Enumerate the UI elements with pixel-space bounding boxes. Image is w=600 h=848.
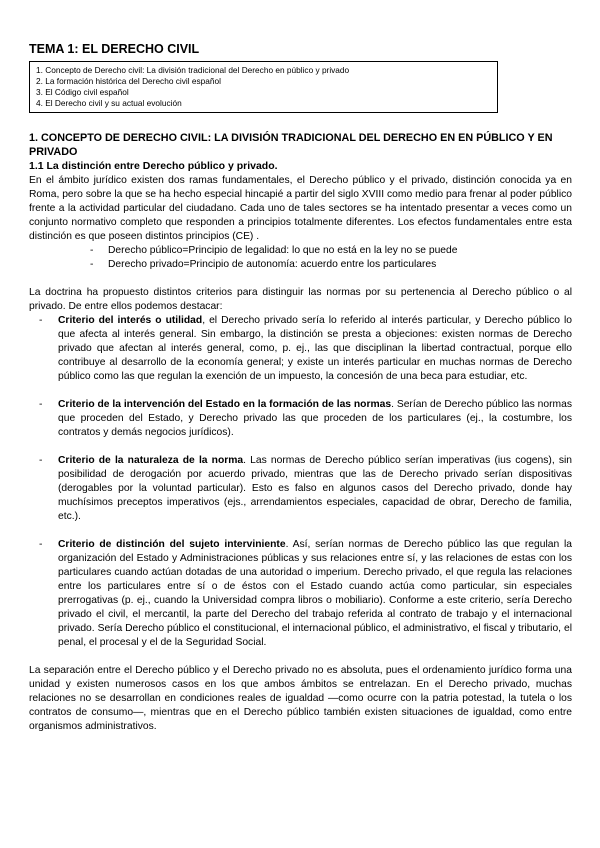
criterion-text: . Serían de Derecho público las normas que proceden del Estado, y Derecho privado las que proceden de los particulares (ej., la costumbre, los contratos y demás negocios jurídicos). — [58, 399, 572, 438]
criterion-title: Criterio de la intervención del Estado en la formación de las normas — [58, 399, 392, 410]
toc-item: 4. El Derecho civil y su actual evolución — [36, 98, 182, 108]
list-item: - Derecho público=Principio de legalidad: lo que no está en la ley no se puede — [90, 244, 572, 258]
criterion-item — [29, 538, 572, 650]
criterion-text: . Así, serían normas de Derecho público las que regulan la organización del Estado y Administraciones públicas y sus relaciones entre sí, y las relaciones de estas con los particulares cuando actúan dotadas de una autoridad o imperium. Derecho privado, el que regula las relaciones entre los particulares entre sí o de éstos con el Estado cuando actúa como particular, sin especiales prerrogativas (p. ej., cuando la Universidad compra libros o mobiliario). Conforme a este criterio, sería Derecho privado el civil, el mercantil, la parte del Derecho del trabajo referida al contrato de trabajo y el internacional privado. Sería Derecho público el constitucional, el internacional público, el administrativo, el fiscal y tributario, el penal, el procesal y el de la Seguridad Social. — [58, 539, 572, 648]
document-body — [29, 131, 572, 734]
list-dash: - — [39, 315, 43, 326]
criterion-item — [29, 314, 572, 384]
table-of-contents — [29, 61, 498, 113]
document-title: TEMA 1: EL DERECHO CIVIL — [29, 42, 200, 56]
section-heading: 1. CONCEPTO DE DERECHO CIVIL: LA DIVISIÓN TRADICIONAL DEL DERECHO EN EN PÚBLICO Y EN PRIVADO — [29, 132, 553, 158]
criterion-title: Criterio de distinción del sujeto interviniente — [58, 539, 286, 550]
toc-item: 1. Concepto de Derecho civil: La división tradicional del Derecho en público y privado — [36, 65, 350, 75]
list-dash: - — [39, 539, 43, 550]
criterion-text: , el Derecho privado sería lo referido al interés particular, y Derecho público lo que afecta al interés general. Sin embargo, la distinción se presta a objeciones: existen normas de Derecho privado que afectan al interés general, como, p. ej., las que disciplinan la libertad contractual, porque ello contribuye al desarrollo de la economía general; y existe un interés particular en muchas normas de Derecho público como las que regulan la exención de un impuesto, la concesión de una beca para estudiar, etc. — [58, 315, 572, 382]
toc-item: 2. La formación histórica del Derecho civil español — [36, 76, 221, 86]
criterion-text: . Las normas de Derecho público serían imperativas (ius cogens), sin posibilidad de derogación por acuerdo privado, mientras que las de Derecho privado serían dispositivas (derogables por la voluntad particular). Esto es falso en algunos casos del Derecho privado, donde hay muchísimos preceptos imperativos (ejs., arrendamientos especiales, capacidad de obrar, Derecho de familia, etc.). — [58, 455, 573, 522]
intro-paragraph: En el ámbito jurídico existen dos ramas fundamentales, el Derecho público y el privado, distinción conocida ya en Roma, pero sobre la que se ha hecho especial hincapié a partir del siglo XVIII como medio para frenar al poder público frente a la actividad particular del ciudadano. Cada uno de tales sectores se ha intentado presentar a veces como un conjunto normativo completo que responden a principios totalmente diferentes. Los efectos fundamentales entre esta distinción es que poseen distintos principios (CE) . — [29, 175, 572, 242]
criterion-item — [29, 398, 572, 440]
doctrine-paragraph: La doctrina ha propuesto distintos criterios para distinguir las normas por su pertenencia al Derecho público o al privado. De entre ellos podemos destacar: — [29, 287, 572, 312]
criterion-title: Criterio de la naturaleza de la norma — [58, 455, 244, 466]
subsection-heading: 1.1 La distinción entre Derecho público y privado. — [29, 160, 278, 172]
principles-list — [29, 244, 572, 272]
criterion-item — [29, 454, 572, 524]
criteria-list — [29, 314, 572, 650]
list-dash: - — [39, 399, 43, 410]
criterion-title: Criterio del interés o utilidad — [58, 315, 203, 326]
list-item: - Derecho privado=Principio de autonomía: acuerdo entre los particulares — [90, 258, 572, 272]
toc-item: 3. El Código civil español — [36, 87, 129, 97]
list-dash: - — [39, 455, 43, 466]
conclusion-paragraph: La separación entre el Derecho público y el Derecho privado no es absoluta, pues el ordenamiento jurídico forma una unidad y existen numerosos casos en los que ambos ámbitos se entrelazan. En el Derecho privado, muchas relaciones no se desarrollan en condiciones reales de igualdad —como ocurre con la patria potestad, la tutela o los contratos de consumo—, mientras que en el Derecho público también existen situaciones de igualdad, como entre organismos administrativos. — [29, 665, 572, 732]
